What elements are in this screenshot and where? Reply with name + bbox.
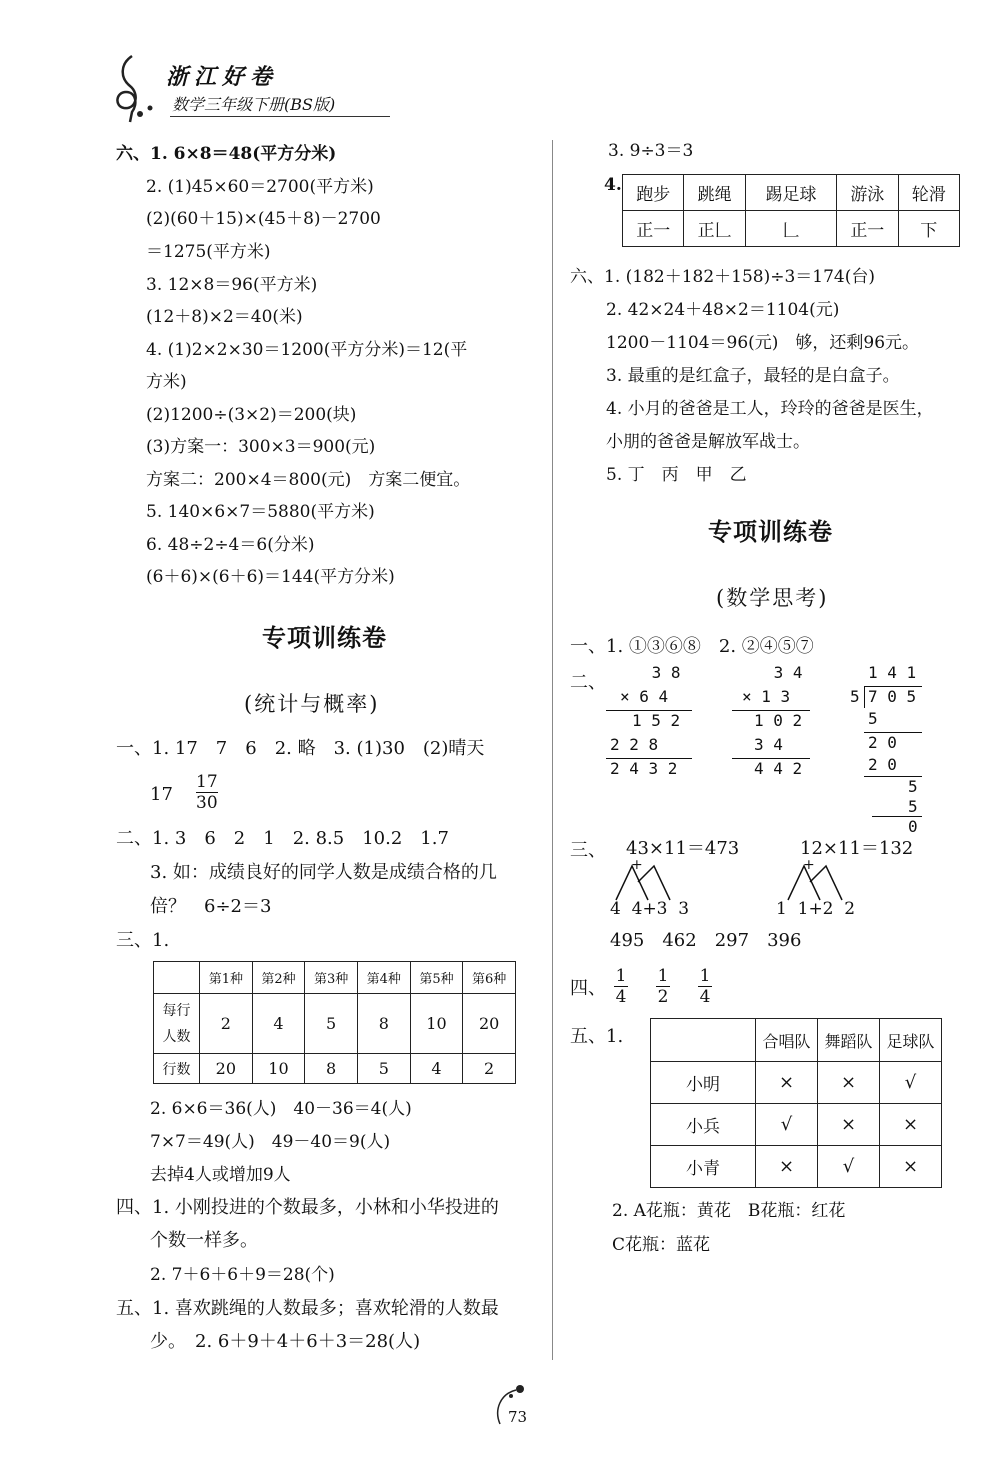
answer-line: 方米) (146, 372, 187, 392)
calc-rule (606, 758, 692, 759)
fraction-denominator: 2 (657, 987, 669, 1007)
calc-rule (606, 710, 692, 711)
calc-line: 2 4 3 2 (610, 759, 678, 778)
split-result: 1 1+2 2 (776, 899, 856, 919)
calc-rule (864, 776, 922, 777)
table-cell: 8 (305, 1054, 358, 1084)
fraction-denominator: 30 (196, 793, 218, 813)
table-header-cell: 第1种 (200, 962, 253, 994)
section-subtitle: (统计与概率) (244, 692, 380, 716)
table-row-label: 小青 (651, 1146, 756, 1188)
table-cell: × (756, 1146, 818, 1188)
tally-cell: 下 (898, 211, 959, 247)
table-header-cell: 第5种 (410, 962, 463, 994)
fraction-numerator: 1 (615, 966, 627, 986)
table-cell: 10 (410, 994, 463, 1054)
calc-line: 0 (908, 817, 918, 836)
table-header-cell: 跳绳 (684, 175, 745, 211)
tally-table (622, 174, 960, 247)
arrangement-table (153, 961, 516, 1084)
answer-line: 四、1. 小刚投进的个数最多，小林和小华投进的 (116, 1197, 499, 1218)
answer-line: 六、1. 6×8＝48(平方分米) (116, 144, 337, 164)
answer-line: 2. 42×24＋48×2＝1104(元) (606, 300, 840, 320)
calc-rule (864, 686, 922, 687)
calc-line: 3 4 (754, 735, 783, 754)
table-header-cell: 足球队 (880, 1019, 942, 1062)
book-subtitle: 数学三年级下册(BS版) (172, 95, 336, 114)
calc-line: 5 (908, 777, 918, 796)
answer-line: 三、1. (116, 930, 170, 951)
team-table (650, 1018, 942, 1188)
table-cell: × (756, 1062, 818, 1104)
answer-line: 17 (150, 784, 173, 805)
fraction-denominator: 4 (699, 987, 711, 1007)
fraction-numerator: 1 (657, 966, 669, 986)
answer-line: 去掉4人或增加9人 (150, 1165, 291, 1185)
table-header-cell: 第3种 (305, 962, 358, 994)
section-title: 专项训练卷 (708, 517, 833, 546)
answer-line: 7×7＝49(人) 49－40＝9(人) (150, 1132, 391, 1152)
table-header-cell: 游泳 (837, 175, 898, 211)
answer-line: 3. 9÷3＝3 (608, 141, 694, 161)
table-cell: × (818, 1104, 880, 1146)
plus-sign: + (631, 857, 643, 873)
calc-line: 4 4 2 (754, 759, 803, 778)
calc-quotient: 1 4 1 (868, 663, 917, 682)
section-subtitle: (数学思考) (716, 586, 829, 610)
answer-line: 4. (1)2×2×30＝1200(平方分米)＝12(平 (146, 340, 468, 360)
table-header-cell: 第4种 (357, 962, 410, 994)
tally-cell: 𠃊 (745, 211, 836, 247)
tally-cell: 正𠃊 (684, 211, 745, 247)
answer-line: 1200－1104＝96(元) 够，还剩96元。 (606, 333, 920, 353)
brand-title: 浙江好卷 (166, 64, 279, 90)
fraction-numerator: 1 (699, 966, 711, 986)
calc-line: × 6 4 (620, 687, 669, 706)
calc-dividend: 7 0 5 (868, 687, 917, 706)
table-header-cell (651, 1019, 756, 1062)
table-cell: √ (756, 1104, 818, 1146)
table-header-cell: 舞蹈队 (818, 1019, 880, 1062)
calc-rule (872, 816, 922, 817)
answer-line: (12＋8)×2＝40(米) (146, 307, 303, 327)
calc-line: × 1 3 (742, 687, 791, 706)
table-row-label: 小兵 (651, 1104, 756, 1146)
fraction (614, 966, 628, 1007)
table-header-cell (154, 962, 200, 994)
calc-line: 2 2 8 (610, 735, 659, 754)
vertical-calc-3 (850, 662, 930, 904)
fraction (698, 966, 712, 1007)
answer-line: 2. 7＋6＋6＋9＝28(个) (150, 1265, 335, 1285)
table-cell: 5 (357, 1054, 410, 1084)
answer-line: 495 462 297 396 (610, 930, 802, 951)
plus-sign: + (803, 857, 815, 873)
table-cell: 4 (252, 994, 305, 1054)
answer-line: 一、1. 17 7 6 2. 略 3. (1)30 (2)晴天 (116, 738, 485, 759)
header (110, 52, 410, 122)
table-cell: × (880, 1146, 942, 1188)
table-cell: 2 (463, 1054, 516, 1084)
table-cell: 8 (357, 994, 410, 1054)
calc-rule (732, 758, 810, 759)
calc-line: 1 5 2 (632, 711, 681, 730)
answer-line: 倍？ 6÷2＝3 (150, 896, 272, 917)
answer-line: 四、 (570, 978, 606, 999)
answer-line: 6. 48÷2÷4＝6(分米) (146, 535, 315, 555)
answer-line: 2. (1)45×60＝2700(平方米) (146, 177, 374, 197)
calc-rule (864, 732, 922, 733)
table-row-label: 每行人数 (154, 994, 200, 1054)
answer-line: (6＋6)×(6＋6)＝144(平方分米) (146, 567, 395, 587)
table-cell: × (880, 1104, 942, 1146)
table-cell: 2 (200, 994, 253, 1054)
split-diagram (782, 862, 862, 902)
vertical-calc-2 (728, 662, 818, 816)
division-bracket (864, 686, 865, 708)
answer-line: C花瓶：蓝花 (612, 1235, 711, 1255)
answer-line: 4. (604, 175, 622, 195)
table-row-label: 行数 (154, 1054, 200, 1084)
answer-line: 3. 如：成绩良好的同学人数是成绩合格的几 (150, 862, 497, 883)
calc-line: 5 (908, 797, 918, 816)
answer-line: 少。 2. 6＋9＋4＋6＋3＝28(人) (150, 1331, 421, 1352)
answer-line: (2)(60＋15)×(45＋8)－2700 (146, 209, 381, 229)
tally-cell: 正一 (837, 211, 898, 247)
answer-line: 2. 6×6＝36(人) 40－36＝4(人) (150, 1099, 412, 1119)
section-title: 专项训练卷 (262, 623, 387, 652)
answer-line: 4. 小月的爸爸是工人，玲玲的爸爸是医生， (606, 399, 934, 419)
table-header-cell: 第2种 (252, 962, 305, 994)
answer-line: 个数一样多。 (150, 1230, 258, 1251)
answer-line: 3. 最重的是红盒子，最轻的是白盒子。 (606, 366, 900, 386)
calc-line: 2 0 (868, 755, 897, 774)
split-diagram (610, 862, 690, 902)
answer-line: 五、1. 喜欢跳绳的人数最多；喜欢轮滑的人数最 (116, 1298, 499, 1319)
table-row-label: 小明 (651, 1062, 756, 1104)
equation: 12×11＝132 (800, 838, 914, 859)
table-header-cell: 踢足球 (745, 175, 836, 211)
table-header-cell: 合唱队 (756, 1019, 818, 1062)
table-header-cell: 轮滑 (898, 175, 959, 211)
tally-cell: 正一 (623, 211, 684, 247)
split-result: 4 4+3 3 (610, 899, 690, 919)
fraction (196, 772, 218, 813)
fraction-numerator: 17 (196, 772, 218, 792)
calc-line: 5 (868, 709, 878, 728)
answer-line: 三、 (570, 840, 606, 861)
table-cell: 10 (252, 1054, 305, 1084)
table-cell: 5 (305, 994, 358, 1054)
answer-line: 六、1. (182＋182＋158)÷3＝174(台) (570, 267, 876, 287)
answer-line: 方案二：200×4＝800(元) 方案二便宜。 (146, 470, 471, 490)
page-number: 73 (508, 1408, 528, 1426)
equation: 43×11＝473 (626, 838, 740, 859)
answer-line: 一、1. ①③⑥⑧ 2. ②④⑤⑦ (570, 636, 814, 657)
answer-line: ＝1275(平方米) (146, 242, 271, 262)
table-header-cell: 跑步 (623, 175, 684, 211)
header-underline (170, 116, 390, 117)
music-note-icon (110, 52, 156, 124)
table-cell: 20 (463, 994, 516, 1054)
calc-line: 3 8 (642, 663, 681, 682)
column-divider (552, 140, 553, 1360)
answer-line: 3. 12×8＝96(平方米) (146, 275, 318, 295)
calc-line: 3 4 (764, 663, 803, 682)
answer-line: 二、1. 3 6 2 1 2. 8.5 10.2 1.7 (116, 828, 449, 849)
table-cell: √ (880, 1062, 942, 1104)
table-cell: 4 (410, 1054, 463, 1084)
answer-line: 5. 丁 丙 甲 乙 (606, 465, 747, 485)
calc-rule (732, 710, 810, 711)
calc-divisor: 5 (850, 687, 860, 706)
answer-line: (3)方案一：300×3＝900(元) (146, 437, 376, 457)
table-header-cell: 第6种 (463, 962, 516, 994)
table-cell: √ (818, 1146, 880, 1188)
fraction-denominator: 4 (615, 987, 627, 1007)
table-cell: × (818, 1062, 880, 1104)
answer-line: 小朋的爸爸是解放军战士。 (606, 432, 810, 452)
answer-line: 2. A花瓶：黄花 B花瓶：红花 (612, 1201, 846, 1221)
table-cell: 20 (200, 1054, 253, 1084)
answer-line: 5. 140×6×7＝5880(平方米) (146, 502, 375, 522)
answer-line: 五、1. (570, 1026, 624, 1047)
fraction (656, 966, 670, 1007)
calc-line: 1 0 2 (754, 711, 803, 730)
answer-line: (2)1200÷(3×2)＝200(块) (146, 405, 357, 425)
answer-line: 二、 (570, 672, 606, 693)
vertical-calc-1 (606, 662, 696, 816)
calc-line: 2 0 (868, 733, 897, 752)
